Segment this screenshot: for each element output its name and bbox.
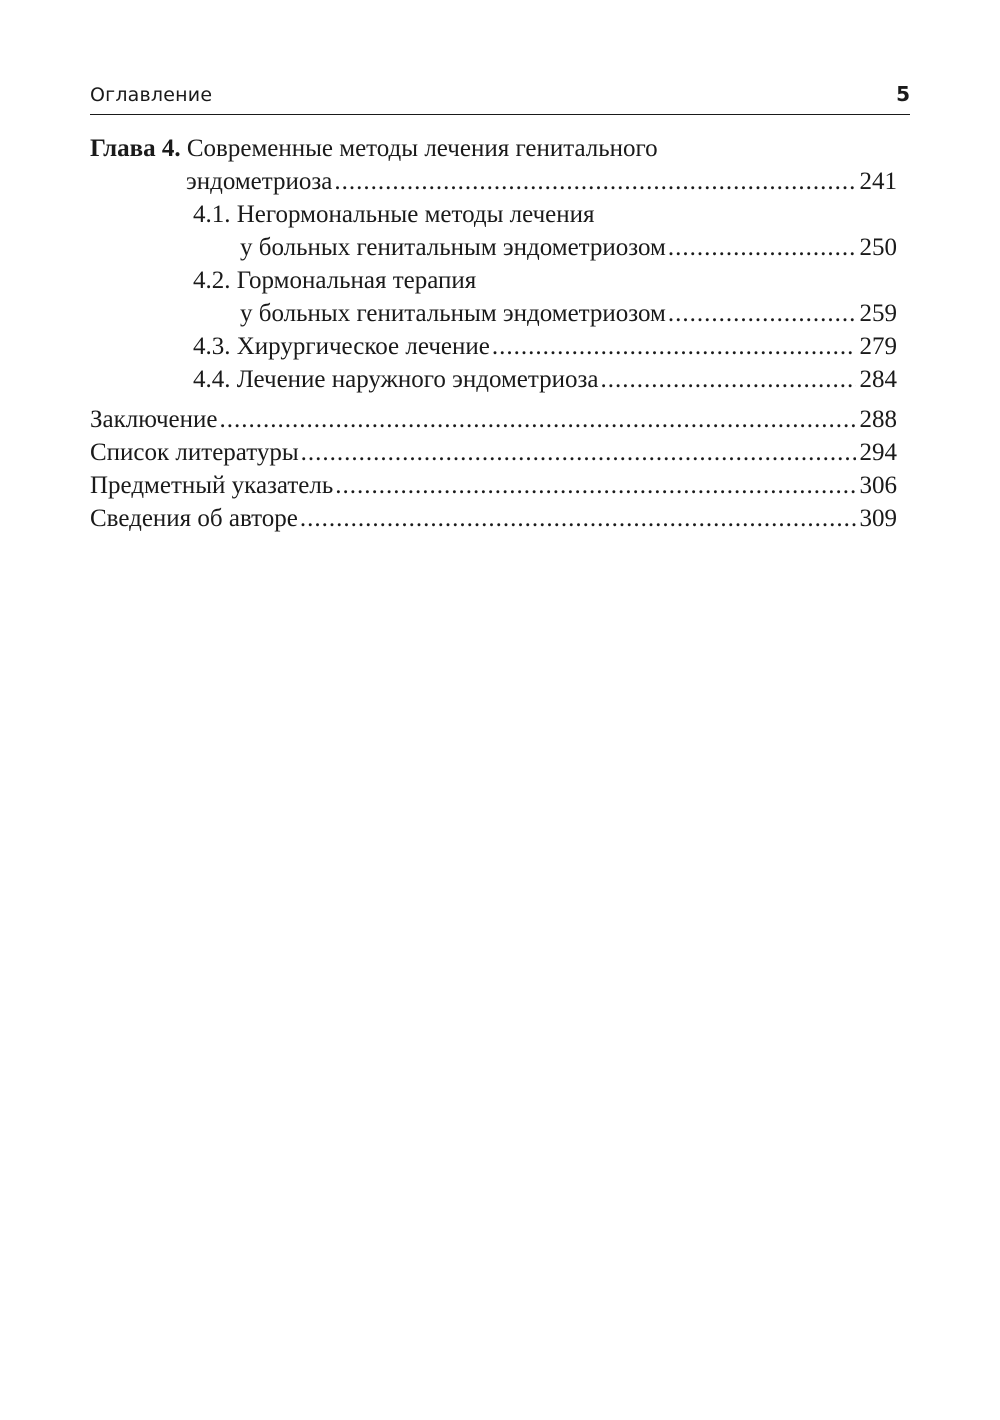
toc-entry-conclusion: [90, 403, 897, 436]
toc-entry-chapter-4: [90, 132, 897, 165]
table-of-contents: [90, 132, 897, 535]
toc-page-number: 279: [859, 333, 897, 360]
chapter-title-line1: Современные методы лечения генитального: [186, 135, 658, 162]
toc-entry-section-4-4: [90, 363, 897, 396]
toc-page-number: 284: [859, 366, 897, 393]
toc-page-number: 294: [859, 439, 897, 466]
toc-entry-section-4-1-continued: [90, 231, 897, 264]
section-title-line2: у больных генитальным эндометриозом: [240, 234, 666, 261]
dot-leader: [220, 403, 856, 436]
toc-entry-about-author: [90, 502, 897, 535]
toc-entry-section-4-2-continued: [90, 297, 897, 330]
dot-leader: [668, 231, 856, 264]
entry-title: Предметный указатель: [90, 472, 334, 499]
toc-page-number: 306: [859, 472, 897, 499]
toc-page-number: 241: [859, 168, 897, 195]
dot-leader: [300, 502, 856, 535]
section-title: 4.4. Лечение наружного эндометриоза: [193, 366, 599, 393]
toc-entry-chapter-4-continued: [90, 165, 897, 198]
dot-leader: [301, 436, 856, 469]
running-header: [90, 80, 910, 115]
page-number: 5: [896, 82, 910, 106]
dot-leader: [668, 297, 856, 330]
dot-leader: [335, 469, 855, 502]
running-header-title: Оглавление: [90, 84, 213, 106]
toc-entry-section-4-3: [90, 330, 897, 363]
entry-title: Заключение: [90, 406, 218, 433]
toc-page-number: 250: [859, 234, 897, 261]
toc-page-number: 309: [859, 505, 897, 532]
section-title-line1: 4.1. Негормональные методы лечения: [193, 201, 595, 228]
toc-entry-section-4-1: [90, 198, 897, 231]
entry-title: Сведения об авторе: [90, 505, 298, 532]
chapter-prefix: Глава 4.: [90, 135, 181, 162]
toc-entry-subject-index: [90, 469, 897, 502]
dot-leader: [492, 330, 856, 363]
chapter-title-line2: эндометриоза: [186, 168, 333, 195]
toc-page-number: 259: [859, 300, 897, 327]
entry-title: Список литературы: [90, 439, 299, 466]
section-title-line2: у больных генитальным эндометриозом: [240, 300, 666, 327]
toc-entry-bibliography: [90, 436, 897, 469]
section-title-line1: 4.2. Гормональная терапия: [193, 267, 477, 294]
dot-leader: [334, 165, 855, 198]
toc-entry-section-4-2: [90, 264, 897, 297]
section-title: 4.3. Хирургическое лечение: [193, 333, 490, 360]
dot-leader: [600, 363, 855, 396]
toc-page-number: 288: [859, 406, 897, 433]
